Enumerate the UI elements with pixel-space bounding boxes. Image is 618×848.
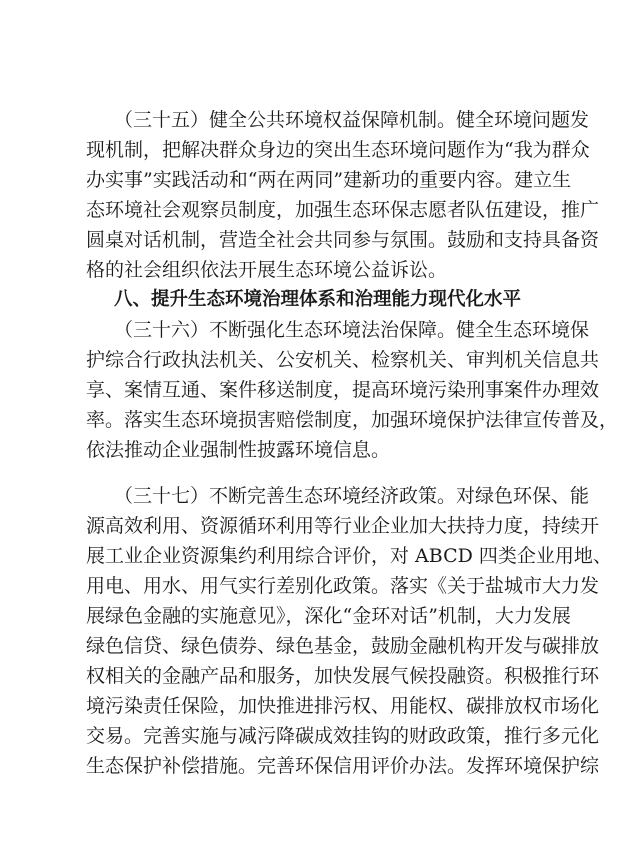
- text-line: 享、案情互通、案件移送制度，提高环境污染刑事案件办理效: [86, 379, 600, 401]
- text-line: 绿色信贷、绿色债券、绿色基金，鼓励金融机构开发与碳排放: [86, 635, 600, 657]
- text-line: （三十七）不断完善生态环境经济政策。对绿色环保、能: [114, 485, 590, 507]
- paragraph-37: [86, 481, 612, 781]
- document-page: [86, 105, 618, 781]
- text-line: 办实事”实践活动和“两在两同”建新功的重要内容。建立生: [86, 169, 572, 191]
- text-line: 源高效利用、资源循环利用等行业企业加大扶持力度，持续开: [86, 515, 600, 537]
- paragraph-35: [86, 105, 600, 285]
- section-heading: 八、提升生态环境治理体系和治理能力现代化水平: [114, 289, 522, 310]
- text-line: 圆桌对话机制，营造全社会共同参与氛围。鼓励和支持具备资: [86, 229, 600, 251]
- text-line: 用电、用水、用气实行差别化政策。落实《关于盐城市大力发: [86, 575, 600, 597]
- text-line: 态环境社会观察员制度，加强生态环保志愿者队伍建设，推广: [86, 199, 600, 221]
- text-line: （三十五）健全公共环境权益保障机制。健全环境问题发: [114, 109, 590, 131]
- text-line: 权相关的金融产品和服务，加快发展气候投融资。积极推行环: [86, 665, 600, 687]
- text-line: 交易。完善实施与减污降碳成效挂钩的财政政策，推行多元化: [86, 725, 600, 747]
- text-line: 格的社会组织依法开展生态环境公益诉讼。: [86, 259, 448, 281]
- text-line: 展绿色金融的实施意见》，深化“金环对话”机制，大力发展: [86, 605, 571, 627]
- text-line: （三十六）不断强化生态环境法治保障。健全生态环境保: [114, 319, 590, 341]
- text-line: 境污染责任保险，加快推进排污权、用能权、碳排放权市场化: [86, 695, 600, 717]
- text-line: 现机制，把解决群众身边的突出生态环境问题作为“我为群众: [86, 139, 590, 161]
- text-line: 生态保护补偿措施。完善环保信用评价办法。发挥环境保护综: [86, 755, 600, 777]
- paragraph-36: [86, 315, 618, 465]
- text-line: 护综合行政执法机关、公安机关、检察机关、审判机关信息共: [86, 349, 600, 371]
- text-line: 依法推动企业强制性披露环境信息。: [86, 439, 391, 461]
- text-line: 展工业企业资源集约利用综合评价，对 ABCD 四类企业用地、: [86, 545, 612, 567]
- text-line: 率。落实生态环境损害赔偿制度，加强环境保护法律宣传普及，: [86, 409, 618, 431]
